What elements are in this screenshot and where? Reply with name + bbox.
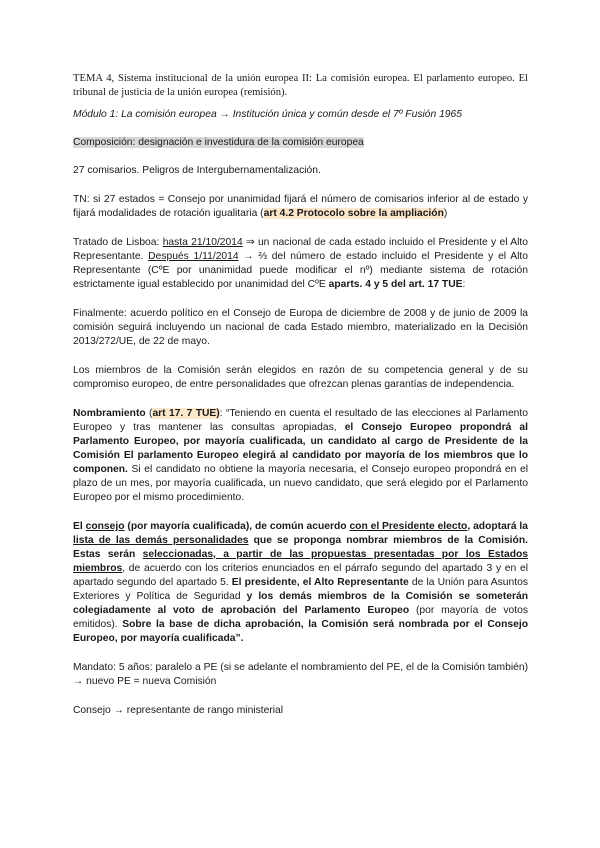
lisboa-date-after: Después 1/11/2014 <box>148 251 239 262</box>
lisboa-b: ⇒ un nacional de cada estado incluido el Presidente y el Alto Representante. <box>73 237 529 262</box>
section-heading <box>73 136 528 150</box>
consejo-s13: (por mayoría de votos emitidos). <box>73 605 529 630</box>
lisboa-date-until: hasta 21/10/2014 <box>162 237 243 248</box>
tn-reference: art 4.2 Protocolo sobre la ampliación <box>263 208 444 219</box>
consejo-s12: y los demás miembros de la Comisión se someterán colegiadamente al voto de aprobación del Parlamento Europeo <box>73 591 529 616</box>
module-line: Módulo 1: La comisión europea → Institución única y común desde el 7º Fusión 1965 <box>73 109 462 120</box>
paragraph-representante: Consejo → representante de rango ministerial <box>73 705 284 716</box>
consejo-s8: seleccionadas, a partir de las propuestas presentadas por los Estados miembros <box>73 549 528 574</box>
paragraph-tn <box>73 193 528 221</box>
paragraph-miembros: Los miembros de la Comisión serán elegidos en razón de su competencia general y de su compromiso europeo, de entre personalidades que ofrezcan plenas garantías de independencia. <box>73 365 528 390</box>
consejo-s10: El presidente, el Alto Representante <box>231 577 409 588</box>
document-title: TEMA 4, Sistema institucional de la unión europea II: La comisión europea. El parlamento europeo. El tribunal de justicia de la unión europea (remisión). <box>73 73 528 98</box>
lisboa-article-ref: aparts. 4 y 5 del art. 17 TUE <box>328 279 463 290</box>
consejo-s3: (por mayoría cualificada), de común acuerdo <box>124 521 350 532</box>
nombramiento-quote-start: : “Teniendo en cuenta el resultado de las elecciones al Parlamento Europeo y tras mantener las consultas apropiadas, <box>73 408 528 433</box>
consejo-s2: consejo <box>85 521 125 532</box>
nombramiento-reference: art 17. 7 TUE) <box>152 408 220 419</box>
nombramiento-bold: el Consejo Europeo propondrá al Parlamento Europeo, por mayoría cualificada, un candidato al cargo de Presidente de la Comisión El parlamento Europeo elegirá al candidato por mayoría de los miembros que lo componen. <box>73 422 528 475</box>
section-heading-text: Composición: designación e investidura de la comisión europea <box>73 137 364 148</box>
consejo-s5: , adoptará la <box>467 521 529 532</box>
paragraph-consejo-lista <box>73 520 528 646</box>
consejo-s6: lista de las demás personalidades <box>73 535 249 546</box>
paragraph-nombramiento <box>73 407 528 505</box>
paragraph-mandato: Mandato: 5 años: paralelo a PE (si se adelante el nombramiento del PE, el de la Comisión también) → nuevo PE = nueva Comisión <box>73 662 528 687</box>
paragraph-lisboa <box>73 236 528 292</box>
consejo-s14: Sobre la base de dicha aprobación, la Comisión será nombrada por el Consejo Europeo, por mayoría cualificada”. <box>73 619 528 644</box>
tn-text: TN: si 27 estados = Consejo por unanimidad fijará el número de comisarios inferior al de estado y fijará modalidades de rotación igualitaria ( <box>73 194 528 219</box>
paragraph-commissioners: 27 comisarios. Peligros de Intergubernamentalización. <box>73 165 321 176</box>
consejo-s4: con el Presidente electo <box>349 521 468 532</box>
consejo-s11: de la Unión para Asuntos Exteriores y Política de Seguridad <box>73 577 529 602</box>
consejo-s1: El <box>73 521 86 532</box>
lisboa-end: : <box>462 279 466 290</box>
document-page <box>73 72 528 733</box>
consejo-s7: que se proponga nombrar miembros de la Comisión. Estas serán <box>73 535 528 560</box>
nombramiento-open: ( <box>145 408 153 419</box>
nombramiento-rest: Si el candidato no obtiene la mayoría necesaria, el Consejo europeo propondrá en el plazo de un mes, por mayoría cualificada, un nuevo candidato, que será elegido por el Parlamento Europeo por el mismo procedimiento. <box>73 464 528 503</box>
consejo-s9: , de acuerdo con los criterios enunciados en el párrafo segundo del apartado 3 y en el apartado segundo del apartado 5. <box>73 563 528 588</box>
lisboa-a: Tratado de Lisboa: <box>73 237 163 248</box>
nombramiento-label: Nombramiento <box>73 408 146 419</box>
paragraph-finalmente: Finalmente: acuerdo político en el Consejo de Europa de diciembre de 2008 y de junio de 2009 la comisión seguirá incluyendo un nacional de cada Estado miembro, materializado en la Decisión 2013/272/UE, de 22 de mayo. <box>73 308 528 347</box>
lisboa-c: → ⅔ del número de estado incluido el Presidente y el Alto Representante (CºE por unanimidad puede modificar el nº) mediante sistema de rotación estrictamente igual establecido por unanimidad del CºE <box>73 251 529 290</box>
tn-close: ) <box>443 208 448 219</box>
